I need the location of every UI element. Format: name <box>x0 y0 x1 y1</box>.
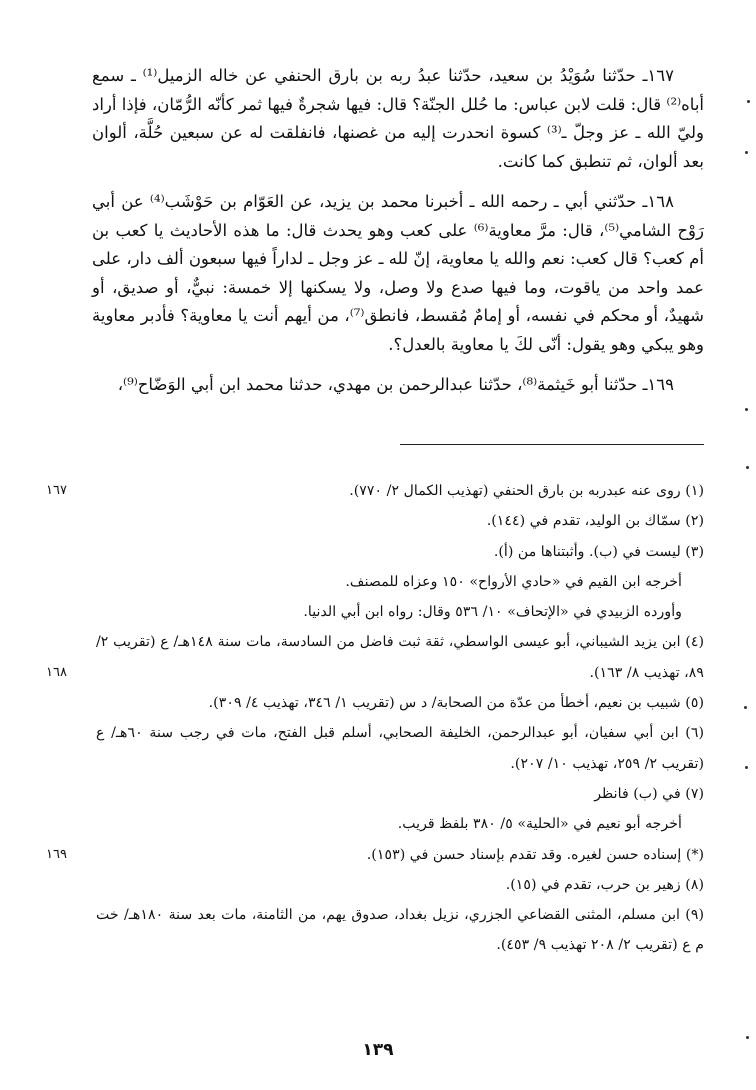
footnote-4: (٤) ابن يزيد الشيباني، أبو عيسى الواسطي، ثقة ثبت فاضل من السادسة، مات سنة ١٤٨هـ/ ع (تقريب ٢/ ٨٩، تهذيب ٨/ ١٦٣). ١٦٨ <box>96 627 704 688</box>
margin-ref-167: ١٦٧ <box>46 483 67 498</box>
scan-speck <box>745 766 748 769</box>
footnote-grading: (*) إسناده حسن لغيره. وقد تقدم بإسناد حسن في (١٥٣). ١٦٩ <box>96 840 704 870</box>
footnote-2: (٢) سمّاك بن الوليد، تقدم في (١٤٤). <box>486 513 704 530</box>
footnote-7: (٧) في (ب) فانظر <box>594 785 704 802</box>
scan-speck <box>744 706 747 709</box>
scan-speck <box>747 100 750 103</box>
hadith-paragraph-169: ١٦٩ـ حدّثنا أبو خَيثمة⁽⁸⁾، حدّثنا عبدالرحمن بن مهدي، حدثنا محمد ابن أبي الوَضّاح⁽⁹⁾، <box>117 375 674 394</box>
footnote-6: (٦) ابن أبي سفيان، أبو عبدالرحمن، الخليفة الصحابي، أسلم قبل الفتح، مات في رجب سنة ٦٠هـ/ ع (تقريب ٢/ ٢٥٩، تهذيب ١٠/ ٢٠٧). <box>96 725 704 772</box>
hadith-paragraph-168: ١٦٨ـ حدّثني أبي ـ رحمه الله ـ أخبرنا محمد بن يزيد، عن العَوّام بن حَوْشَب⁽⁴⁾ عن أبي رَوْح الشامي⁽⁵⁾، قال: مرَّ معاوية⁽⁶⁾ على كعب وهو يحدث قال: ما هذه الأحاديث يا كعب بن أم كعب؟ قال كعب: نعم والله يا معاوية، إنّ لله ـ عز وجل ـ لداراً فيها سبعون ألف دار، على عمد واحد من ياقوت، وما فيها صدع ولا وصل، ولا يسكنها إلا خمسة: نبيٌّ، أو صديق، أو شهيدٌ، أو محكم في نفسه، أو إمامٌ مُقسط، فانطق⁽⁷⁾، من أيهم أنت يا معاوية؟ فأدبر معاوية وهو يبكي وهو يقول: أنّى لكَ يا معاوية بالعدل؟. <box>92 192 704 354</box>
main-text <box>92 62 704 412</box>
footnote-takhrij-abu-nuaym: أخرجه أبو نعيم في «الحلية» ٥/ ٣٨٠ بلفظ قريب. <box>397 816 682 833</box>
margin-ref-168: ١٦٨ <box>46 664 67 680</box>
footnote-3: (٣) ليست في (ب). وأثبتناها من (أ). <box>493 543 704 560</box>
scan-speck <box>745 408 748 411</box>
page-number: ١٣٩ <box>362 1040 394 1060</box>
footnote-1: (١) روى عنه عبدربه بن بارق الحنفي (تهذيب الكمال ٢/ ٧٧٠). ١٦٧ <box>96 476 704 506</box>
scan-speck <box>746 466 749 469</box>
scan-speck <box>745 151 748 154</box>
footnote-8: (٨) زهير بن حرب، تقدم في (١٥). <box>505 876 704 893</box>
footnote-9: (٩) ابن مسلم، المثنى القضاعي الجزري، نزيل بغداد، صدوق يهم، من الثامنة، مات بعد سنة ١٨٠هـ/ خت م ع (تقريب ٢/ ٢٠٨ تهذيب ٩/ ٤٥٣). <box>96 907 704 954</box>
footnote-takhrij-zabidi: وأورده الزبيدي في «الإتحاف» ١٠/ ٥٣٦ وقال: رواه ابن أبي الدنيا. <box>303 604 682 621</box>
footnotes <box>46 476 704 961</box>
margin-ref-169: ١٦٩ <box>46 846 67 862</box>
scan-speck <box>746 1036 749 1039</box>
footnote-5: (٥) شبيب بن نعيم، أخطأ من عدّة من الصحابة/ د س (تقريب ١/ ٣٤٦، تهذيب ٤/ ٣٠٩). <box>208 695 704 712</box>
hadith-paragraph-167: ١٦٧ـ حدّثنا سُوَيْدُ بن سعيد، حدّثنا عبدُ ربه بن بارق الحنفي عن خاله الزميل⁽¹⁾ ـ سمع أباه⁽²⁾ قال: قلت لابن عباس: ما حُلل الجنّة؟ قال: فيها شجرةٌ فيها ثمر كأنّه الرُّمّان، فإذا أراد وليّ الله ـ عز وجلّ ـ⁽³⁾ كسوة انحدرت إليه من غصنها، فانفلقت له عن سبعين حُلَّة، ألوان بعد ألوان، ثم تنطبق كما كانت. <box>92 66 705 171</box>
footnote-takhrij-ibn-qayyim: أخرجه ابن القيم في «حادي الأرواح» ١٥٠ وعزاه للمصنف. <box>345 573 682 590</box>
footnote-separator <box>400 444 704 445</box>
